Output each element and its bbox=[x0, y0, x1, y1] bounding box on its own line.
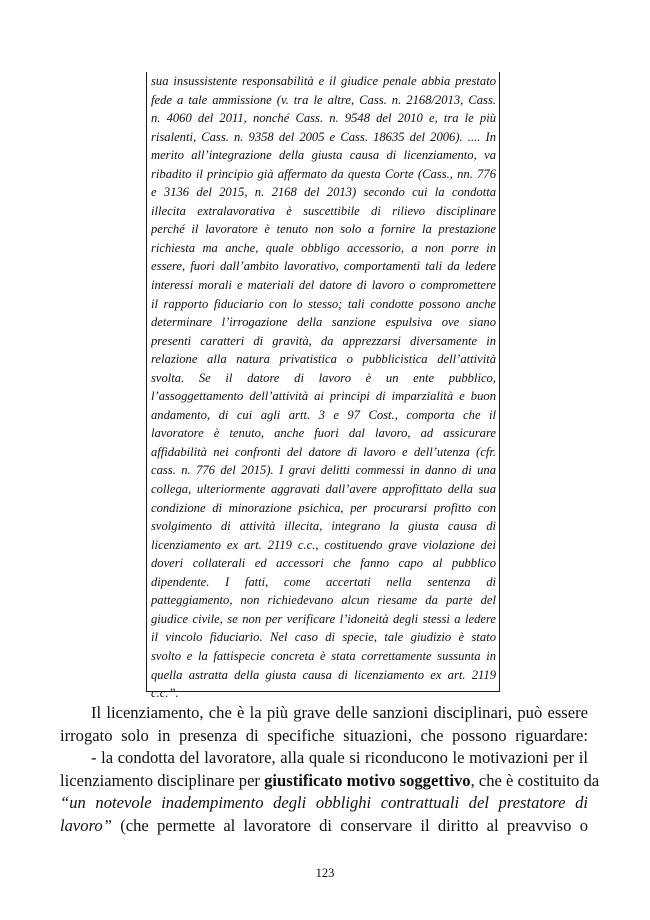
body-line-4-start: licenziamento disciplinare per bbox=[60, 770, 265, 790]
quote-line: lavoratore è tenuto, anche fuori dal lavoro, ad assicurare bbox=[151, 426, 496, 441]
quote-line: determinare l’irrogazione della sanzione espulsiva ove siano bbox=[151, 315, 496, 330]
quote-line: richiesta ma anche, quale obbligo accessorio, a non porre in bbox=[151, 240, 496, 255]
quote-line: svolta. Se il datore di lavoro è un ente pubblico, bbox=[151, 370, 496, 385]
quoted-judgment-text bbox=[151, 72, 496, 703]
quote-line: affidabilità nei confronti del datore di lavoro e dell’utenza (cfr. bbox=[151, 444, 496, 459]
quote-line: il rapporto fiduciario con lo stesso; tali condotte possono anche bbox=[151, 296, 496, 311]
quoted-judgment-box bbox=[146, 72, 500, 701]
body-line-3: - la condotta del lavoratore, alla quale si riconducono le motivazioni per il bbox=[91, 748, 588, 768]
quote-line: il vincolo fiduciario. Nel caso di specie, tale giudizio è stato bbox=[151, 630, 496, 645]
quote-line: condizione di minorazione psichica, per procurarsi profitto con bbox=[151, 500, 496, 515]
body-line-4-end: , che è costituito da bbox=[470, 770, 600, 790]
quote-line: doveri collaterali ed accessori che fanno capo al pubblico bbox=[151, 556, 496, 571]
body-paragraph bbox=[60, 702, 600, 838]
body-line-5: “un notevole inadempimento degli obblighi contrattuali del prestatore di bbox=[60, 793, 588, 813]
quote-line: relazione alla natura privatistica o pubblicistica dell’attività bbox=[151, 352, 496, 367]
quote-line: merito all’integrazione della giusta causa di licenziamento, va bbox=[151, 148, 496, 163]
quote-line: l’assoggettamento dell’attività ai principi di imparzialità e buon bbox=[151, 389, 496, 404]
quote-line: quella astratta della giusta causa di licenziamento ex art. 2119 bbox=[151, 667, 496, 682]
quote-line: giudice civile, se non per verificare l’idoneità degli stessi a ledere bbox=[151, 611, 496, 626]
quote-line: presenti caratteri di gravità, da apprezzarsi diversamente in bbox=[151, 333, 496, 348]
quote-line: perché il lavoratore è tenuto non solo a fornire la prestazione bbox=[151, 222, 496, 237]
body-line-6-rest: (che permette al lavoratore di conservare il diritto al preavviso o bbox=[111, 815, 588, 835]
quote-line: essere, fuori dall’ambito lavorativo, comportamenti tali da ledere bbox=[151, 259, 496, 274]
quote-line: fede a tale ammissione (v. tra le altre, Cass. n. 2168/2013, Cass. bbox=[151, 92, 496, 107]
quote-line: collega, ulteriormente aggravati dall’avere approfittato della sua bbox=[151, 482, 496, 497]
body-line-1: Il licenziamento, che è la più grave delle sanzioni disciplinari, può essere bbox=[91, 703, 588, 722]
quote-line: interessi morali e materiali del datore di lavoro o compromettere bbox=[151, 278, 496, 293]
quote-line: licenziamento ex art. 2119 c.c., costituendo grave violazione dei bbox=[151, 537, 496, 552]
quote-line: n. 4060 del 2011, nonché Cass. n. 9548 del 2010 e, tra le più bbox=[151, 111, 496, 126]
body-line-6 bbox=[60, 815, 588, 838]
body-line-4 bbox=[60, 770, 600, 793]
quote-line: svolto e la fattispecie concreta è stata correttamente sussunta in bbox=[151, 648, 496, 663]
quote-line: cass. n. 776 del 2015). I gravi delitti commessi in danno di una bbox=[151, 463, 496, 478]
quote-line: risalenti, Cass. n. 9358 del 2005 e Cass. 18635 del 2006). .... In bbox=[151, 129, 496, 144]
body-line-6-quote-end: lavoro” bbox=[60, 815, 112, 835]
justified-subjective-reason-term: giustificato motivo soggettivo bbox=[264, 770, 471, 790]
body-line-2: irrogato solo in presenza di specifiche situazioni, che possono riguardare: bbox=[60, 725, 588, 745]
quote-line: svolgimento di attività illecita, integrano la giusta causa di bbox=[151, 519, 496, 534]
quote-line: andamento, di cui agli artt. 3 e 97 Cost., comporta che il bbox=[151, 407, 496, 422]
quote-line: sua insussistente responsabilità e il giudice penale abbia prestato bbox=[151, 74, 496, 88]
quote-line: c.c.”. bbox=[151, 686, 179, 701]
quote-line: illecita extralavorativa è suscettibile di rilievo disciplinare bbox=[151, 203, 496, 218]
quote-line: patteggiamento, non richiedevano alcun riesame da parte del bbox=[151, 593, 496, 608]
quote-line: e 3136 del 2015, n. 2168 del 2013) secondo cui la condotta bbox=[151, 185, 496, 200]
quote-line: ribadito il principio già affermato da questa Corte (Cass., nn. 776 bbox=[151, 166, 496, 181]
page-number: 123 bbox=[315, 866, 335, 880]
quote-line: dipendente. I fatti, come accertati nella sentenza di bbox=[151, 574, 496, 589]
